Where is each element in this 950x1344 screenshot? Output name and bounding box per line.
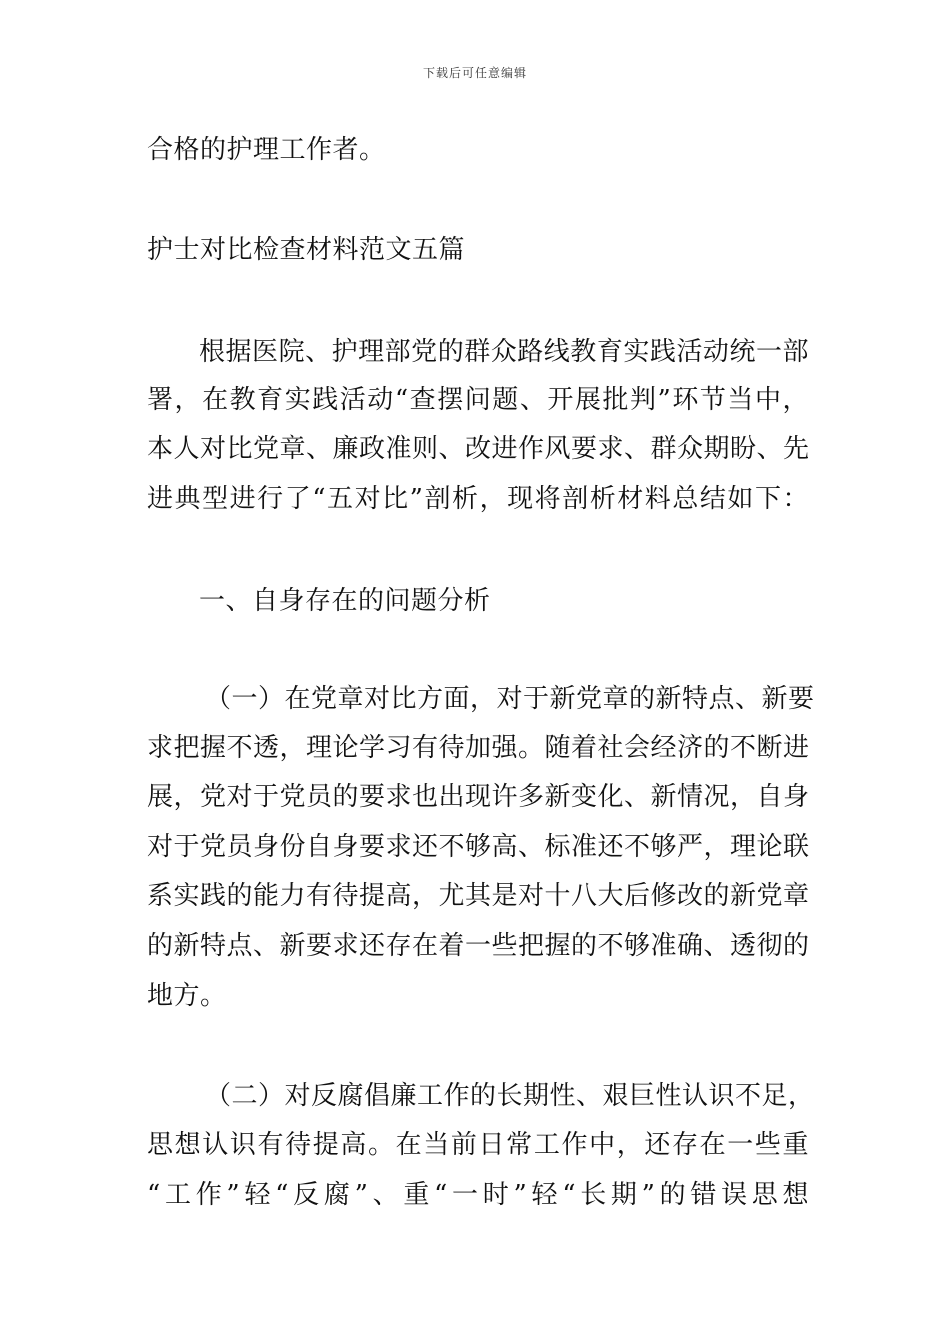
paragraph-2-line-4: 对于党员身份自身要求还不够高、标准还不够严，理论联	[147, 832, 810, 862]
paragraph-2-line-1: （一）在党章对比方面，对于新党章的新特点、新要	[205, 684, 815, 714]
paragraph-2-line-7: 地方。	[147, 981, 227, 1011]
paragraph-3-line-1: （二）对反腐倡廉工作的长期性、艰巨性认识不足，	[205, 1081, 815, 1111]
paragraph-1-line-2: 署，在教育实践活动“查摆问题、开展批判”环节当中，	[147, 385, 809, 415]
paragraph-3-line-2: 思想认识有待提高。在当前日常工作中，还存在一些重	[147, 1130, 809, 1160]
paragraph-2-line-6: 的新特点、新要求还存在着一些把握的不够准确、透彻的	[147, 931, 810, 961]
paragraph-3-line-3: “工作”轻“反腐”、重“一时”轻“长期”的错误思想	[147, 1180, 809, 1210]
paragraph-2-line-5: 系实践的能力有待提高，尤其是对十八大后修改的新党章	[147, 881, 810, 911]
document-title: 护士对比检查材料范文五篇	[147, 235, 466, 265]
section-heading: 一、自身存在的问题分析	[199, 586, 491, 616]
paragraph-1-line-4: 进典型进行了“五对比”剖析，现将剖析材料总结如下：	[147, 484, 809, 514]
header-note: 下载后可任意编辑	[422, 66, 527, 80]
paragraph-2-line-2: 求把握不透，理论学习有待加强。随着社会经济的不断进	[147, 733, 810, 763]
paragraph-1-line-3: 本人对比党章、廉政准则、改进作风要求、群众期盼、先	[147, 434, 810, 464]
paragraph-1-line-1: 根据医院、护理部党的群众路线教育实践活动统一部	[199, 337, 809, 367]
continued-line: 合格的护理工作者。	[147, 135, 386, 165]
paragraph-2-line-3: 展，党对于党员的要求也出现许多新变化、新情况，自身	[147, 782, 810, 812]
